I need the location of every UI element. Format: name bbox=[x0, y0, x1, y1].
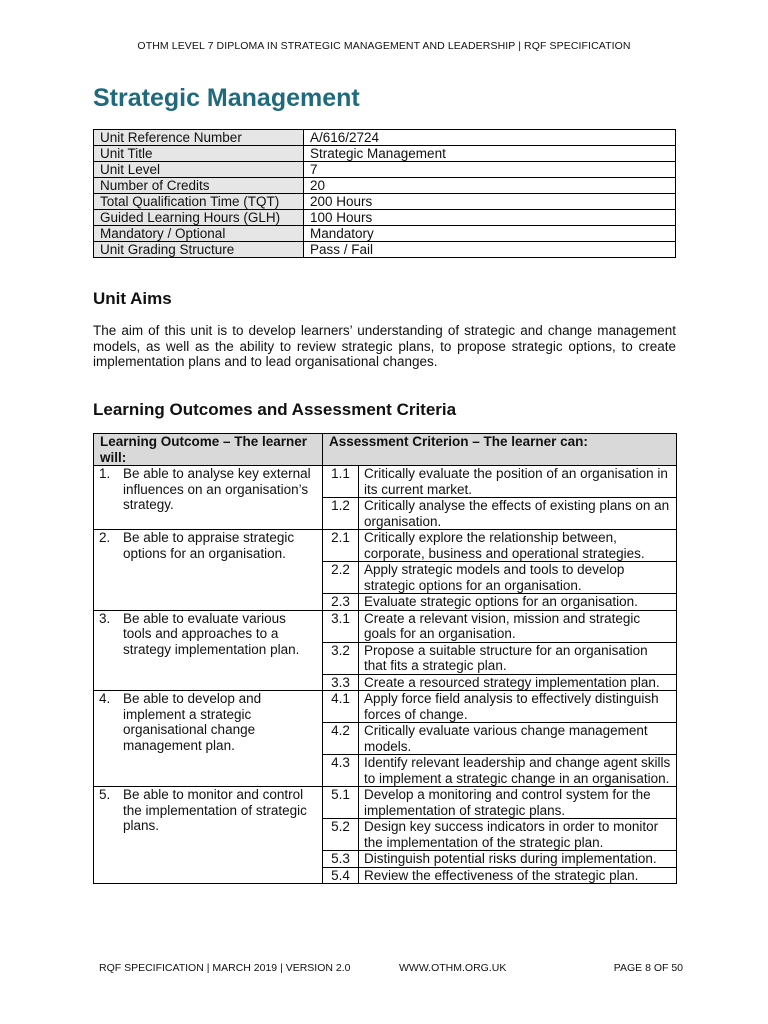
unit-info-row bbox=[94, 162, 676, 178]
unit-aims-text: The aim of this unit is to develop learners’ understanding of strategic and change management models, as well as the ability to review strategic plans, to propose strategic options, to create implementation plans and to lead organisational changes. bbox=[93, 323, 676, 369]
criterion-number: 3.3 bbox=[323, 674, 359, 691]
criterion-number: 4.1 bbox=[323, 691, 359, 723]
footer-left: RQF SPECIFICATION | MARCH 2019 | VERSION 2.0 bbox=[99, 962, 351, 974]
unit-info-value: Mandatory bbox=[304, 226, 676, 242]
criterion-text: Critically explore the relationship between, corporate, business and operational strategies. bbox=[359, 530, 677, 562]
criterion-text: Critically evaluate the position of an organisation in its current market. bbox=[359, 466, 677, 498]
unit-info-row bbox=[94, 226, 676, 242]
criterion-number: 2.1 bbox=[323, 530, 359, 562]
running-header: OTHM LEVEL 7 DIPLOMA IN STRATEGIC MANAGEMENT AND LEADERSHIP | RQF SPECIFICATION bbox=[137, 40, 631, 52]
criterion-number: 3.1 bbox=[323, 610, 359, 642]
footer-website: WWW.OTHM.ORG.UK bbox=[399, 962, 507, 974]
learning-outcome-cell bbox=[94, 691, 323, 787]
page-title: Strategic Management bbox=[93, 84, 360, 112]
unit-info-label: Unit Grading Structure bbox=[94, 242, 304, 258]
criteria-column-header: Assessment Criterion – The learner can: bbox=[323, 434, 677, 466]
unit-aims-heading: Unit Aims bbox=[93, 289, 172, 308]
unit-info-label: Unit Level bbox=[94, 162, 304, 178]
learning-outcome bbox=[99, 611, 318, 658]
learning-outcome-text: Be able to evaluate various tools and approaches to a strategy implementation plan. bbox=[123, 610, 300, 657]
learning-outcome bbox=[99, 530, 318, 561]
unit-info-value: 7 bbox=[304, 162, 676, 178]
learning-outcome bbox=[99, 466, 318, 513]
criterion-number: 5.4 bbox=[323, 867, 359, 884]
criterion-text: Identify relevant leadership and change agent skills to implement a strategic change in an organisation. bbox=[359, 755, 677, 787]
unit-info-label: Mandatory / Optional bbox=[94, 226, 304, 242]
criterion-text: Apply force field analysis to effectively distinguish forces of change. bbox=[359, 691, 677, 723]
criterion-number: 3.2 bbox=[323, 642, 359, 674]
learning-outcome-cell bbox=[94, 610, 323, 691]
criterion-row bbox=[94, 530, 677, 562]
criterion-number: 5.2 bbox=[323, 819, 359, 851]
criterion-number: 2.3 bbox=[323, 594, 359, 611]
learning-outcome-number: 3. bbox=[99, 610, 111, 626]
learning-outcome bbox=[99, 787, 318, 834]
criterion-number: 4.3 bbox=[323, 755, 359, 787]
learning-outcome-text: Be able to analyse key external influences on an organisation’s strategy. bbox=[123, 466, 311, 512]
unit-info-label: Total Qualification Time (TQT) bbox=[94, 194, 304, 210]
learning-outcome-number: 5. bbox=[99, 787, 111, 802]
learning-outcome-cell bbox=[94, 787, 323, 884]
criterion-row bbox=[94, 691, 677, 723]
criterion-row bbox=[94, 787, 677, 819]
criterion-text: Evaluate strategic options for an organisation. bbox=[359, 594, 677, 611]
criterion-number: 1.1 bbox=[323, 466, 359, 498]
outcome-column-header: Learning Outcome – The learner will: bbox=[94, 434, 323, 466]
learning-outcomes-table bbox=[93, 433, 677, 884]
learning-outcomes-heading: Learning Outcomes and Assessment Criteria bbox=[93, 400, 457, 419]
learning-outcome-text: Be able to develop and implement a strategic organisational change management plan. bbox=[123, 691, 262, 753]
criterion-text: Review the effectiveness of the strategic plan. bbox=[359, 867, 677, 884]
unit-info-label: Unit Title bbox=[94, 146, 304, 162]
criterion-text: Create a resourced strategy implementation plan. bbox=[359, 674, 677, 691]
criterion-text: Critically analyse the effects of existing plans on an organisation. bbox=[359, 498, 677, 530]
unit-info-value: 20 bbox=[304, 178, 676, 194]
criterion-number: 4.2 bbox=[323, 723, 359, 755]
unit-info-row bbox=[94, 242, 676, 258]
criterion-text: Propose a suitable structure for an organisation that fits a strategic plan. bbox=[359, 642, 677, 674]
unit-info-label: Number of Credits bbox=[94, 178, 304, 194]
unit-info-row bbox=[94, 146, 676, 162]
unit-info-row bbox=[94, 194, 676, 210]
learning-outcome-text: Be able to appraise strategic options for an organisation. bbox=[123, 530, 295, 561]
criterion-text: Create a relevant vision, mission and strategic goals for an organisation. bbox=[359, 610, 677, 642]
unit-info-value: Strategic Management bbox=[304, 146, 676, 162]
learning-outcome bbox=[99, 691, 318, 753]
unit-info-row bbox=[94, 178, 676, 194]
criterion-number: 1.2 bbox=[323, 498, 359, 530]
unit-info-value: 200 Hours bbox=[304, 194, 676, 210]
learning-outcome-number: 4. bbox=[99, 691, 111, 706]
criterion-text: Apply strategic models and tools to develop strategic options for an organisation. bbox=[359, 562, 677, 594]
learning-outcome-number: 2. bbox=[99, 530, 111, 545]
unit-info-label: Guided Learning Hours (GLH) bbox=[94, 210, 304, 226]
criterion-number: 5.3 bbox=[323, 851, 359, 868]
unit-info-value: A/616/2724 bbox=[304, 130, 676, 146]
criterion-row bbox=[94, 610, 677, 642]
unit-info-row bbox=[94, 130, 676, 146]
unit-info-value: Pass / Fail bbox=[304, 242, 676, 258]
criterion-text: Distinguish potential risks during implementation. bbox=[359, 851, 677, 868]
footer-page-number: PAGE 8 OF 50 bbox=[613, 962, 683, 974]
criterion-number: 5.1 bbox=[323, 787, 359, 819]
criterion-text: Critically evaluate various change management models. bbox=[359, 723, 677, 755]
learning-outcome-cell bbox=[94, 530, 323, 611]
learning-outcome-number: 1. bbox=[99, 466, 111, 481]
unit-info-label: Unit Reference Number bbox=[94, 130, 304, 146]
unit-info-value: 100 Hours bbox=[304, 210, 676, 226]
unit-info-table bbox=[93, 129, 676, 258]
criterion-text: Design key success indicators in order to monitor the implementation of the strategic plan. bbox=[359, 819, 677, 851]
criterion-row bbox=[94, 466, 677, 498]
learning-outcome-cell bbox=[94, 466, 323, 530]
criterion-text: Develop a monitoring and control system for the implementation of strategic plans. bbox=[359, 787, 677, 819]
unit-info-row bbox=[94, 210, 676, 226]
criterion-number: 2.2 bbox=[323, 562, 359, 594]
learning-outcome-text: Be able to monitor and control the implementation of strategic plans. bbox=[123, 787, 307, 833]
